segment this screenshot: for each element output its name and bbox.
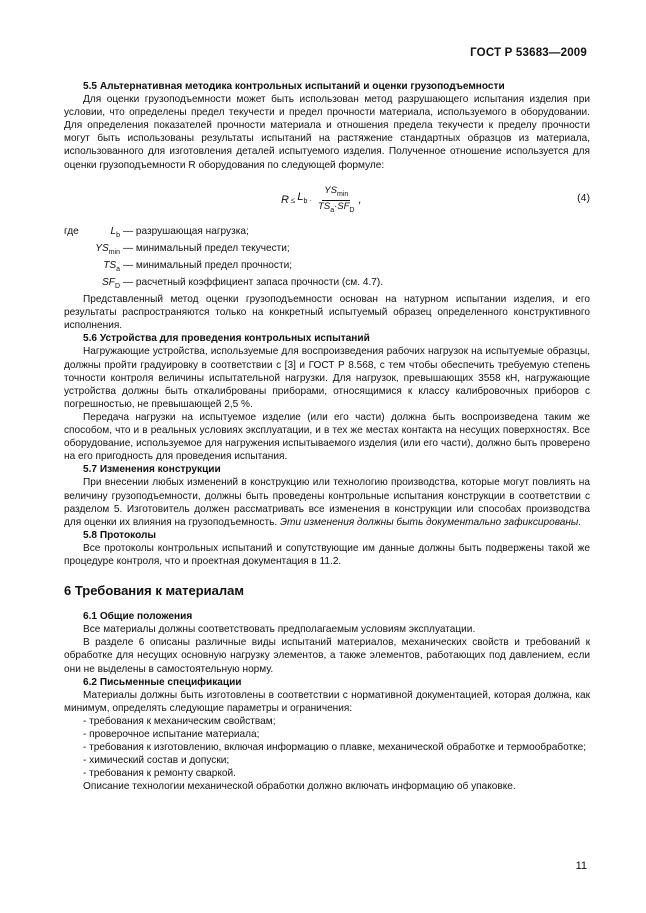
formula-comma: , xyxy=(358,193,362,206)
definitions-list xyxy=(64,225,590,293)
definition-item xyxy=(64,225,590,242)
section-6-1-paragraph-2: В разделе 6 описаны различные виды испытаний материалов, механических свойств и требований к обработке для несущих основную нагрузку элементов, а также элементов, работающих под давлением, если они не выделены в самостоятельную норму. xyxy=(64,637,590,675)
list-item: - химический состав и допуски; xyxy=(83,755,230,767)
section-5-6-title: 5.6 Устройства для проведения контрольных испытаний xyxy=(83,333,370,345)
section-5-6-paragraph-2: Передача нагрузки на испытуемое изделие (или его части) должна быть воспроизведена таким же способом, что и в реальных условиях эксплуатации, и в тех же местах контакта на несущих поверхностях. Все оборудование, используемое для нагружения испытываемого изделия (или его части), должно быть проверено на его пригодность для проведения испытания. xyxy=(64,411,590,463)
section-5-6-paragraph-1: Нагружающие устройства, используемые для воспроизведения рабочих нагрузок на испытуемые образцы, должны пройти градуировку в соответствии с [3] и ГОСТ Р 8.568, с тем чтобы обеспечить требуемую степень точности контроля величины испытательной нагрузки. Для нагрузок, превышающих 3558 кН, нагружающие устройства должны быть откалиброваны приборами, относящимися к классу калибровочных приборов с погрешностью, не превышающей 2,5 %. xyxy=(64,346,590,410)
section-6-2-title: 6.2 Письменные спецификации xyxy=(83,676,242,688)
definition-item xyxy=(64,242,590,259)
definition-text: — разрушающая нагрузка; xyxy=(123,225,249,237)
page-number: 11 xyxy=(575,860,587,872)
definition-item xyxy=(64,276,590,293)
section-5-8-paragraph-1: Все протоколы контрольных испытаний и сопутствующие им данные должны быть подвержены такой же процедуре контроля, что и проектная документация в 11.2. xyxy=(64,542,590,567)
definition-symbol: $TS_a$ xyxy=(103,259,120,273)
formula-dot: · xyxy=(309,195,313,205)
section-5-8-title: 5.8 Протоколы xyxy=(83,529,157,541)
list-item: - требования к ремонту сваркой. xyxy=(83,768,236,780)
formula-lb: $L_b$ xyxy=(297,191,308,206)
section-5-5-title: 5.5 Альтернативная методика контрольных испытаний и оценки грузоподъемности xyxy=(83,81,505,92)
formula-operator: ≤ xyxy=(290,195,296,205)
definition-symbol: $L_b$ xyxy=(110,225,120,239)
definition-item xyxy=(64,259,590,276)
section-5-7-italic-note: Эти изменения должны быть документально зафиксированы. xyxy=(279,516,582,528)
section-6-2-paragraph-1: Материалы должны быть изготовлены в соответствии с нормативной документацией, которая должна, как минимум, определять следующие параметры и ограничения: xyxy=(64,689,590,714)
section-6-title: 6 Требования к материалам xyxy=(64,583,245,599)
section-5-5-paragraph-1: Для оценки грузоподъемности может быть использован метод разрушающего испытания изделия при условии, что определены предел текучести и предел прочности материала, используемого в оборудовании. Для определения показателей прочности материала и отношения предела текучести к пределу прочности могут быть использованы результаты испытаний на растяжение стандартных образцов из материала, использованного для изготовления деталей испытуемого изделия. Полученное отношение используется для оценки грузоподъемности R оборудования по следующей формуле: xyxy=(64,94,590,171)
section-5-5-paragraph-2: Представленный метод оценки грузоподъемности основан на натурном испытании изделия, и его результаты распространяются только на конкретный испытуемый образец определенного конструктивного исполнения. xyxy=(64,294,590,332)
formula-lhs: R xyxy=(281,193,289,206)
definition-symbol: $YS_{min}$ xyxy=(95,242,120,256)
section-6-1-title: 6.1 Общие положения xyxy=(83,611,193,623)
formula-number: (4) xyxy=(577,191,590,204)
page-content xyxy=(64,80,590,793)
standard-header: ГОСТ Р 53683—2009 xyxy=(470,47,587,59)
formula-numerator: $YS_{min}$ xyxy=(322,185,350,201)
formula-fraction xyxy=(316,185,356,216)
formula-4 xyxy=(64,177,590,223)
definition-text: — расчетный коэффициент запаса прочности (см. 4.7). xyxy=(123,276,384,288)
definition-symbol: $SF_D$ xyxy=(102,276,120,290)
formula-expression xyxy=(281,185,362,216)
list-item: - требования к механическим свойствам; xyxy=(83,715,276,727)
list-item: - требования к изготовлению, включая информацию о плавке, механической обработке и термообработке; xyxy=(83,742,587,754)
section-6-1-paragraph-1: Все материалы должны соответствовать предполагаемым условиям эксплуатации. xyxy=(83,624,476,636)
definition-text: — минимальный предел прочности; xyxy=(123,259,293,271)
section-6-2-paragraph-2: Описание технологии механической обработки должно включать информацию об упаковке. xyxy=(83,781,516,793)
where-label: где xyxy=(64,225,79,237)
list-item: - проверочное испытание материала; xyxy=(83,729,260,740)
requirements-list xyxy=(64,715,590,780)
definition-text: — минимальный предел текучести; xyxy=(123,242,290,254)
formula-denominator: $TS_a\cdot SF_D$ xyxy=(318,200,355,214)
section-5-7-title: 5.7 Изменения конструкции xyxy=(83,464,221,476)
section-5-7-paragraph-1: При внесении любых изменений в конструкцию или технологию производства, которые могут повлиять на величину грузоподъемности, должны быть проведены контрольные испытания конструкции в соответствии с разделом 5. Изготовитель должен рассматривать все изменения в конструкции или способах производства для оценки их влияния на грузоподъемность. Эти изменения должны быть документально зафиксированы. xyxy=(64,477,590,528)
